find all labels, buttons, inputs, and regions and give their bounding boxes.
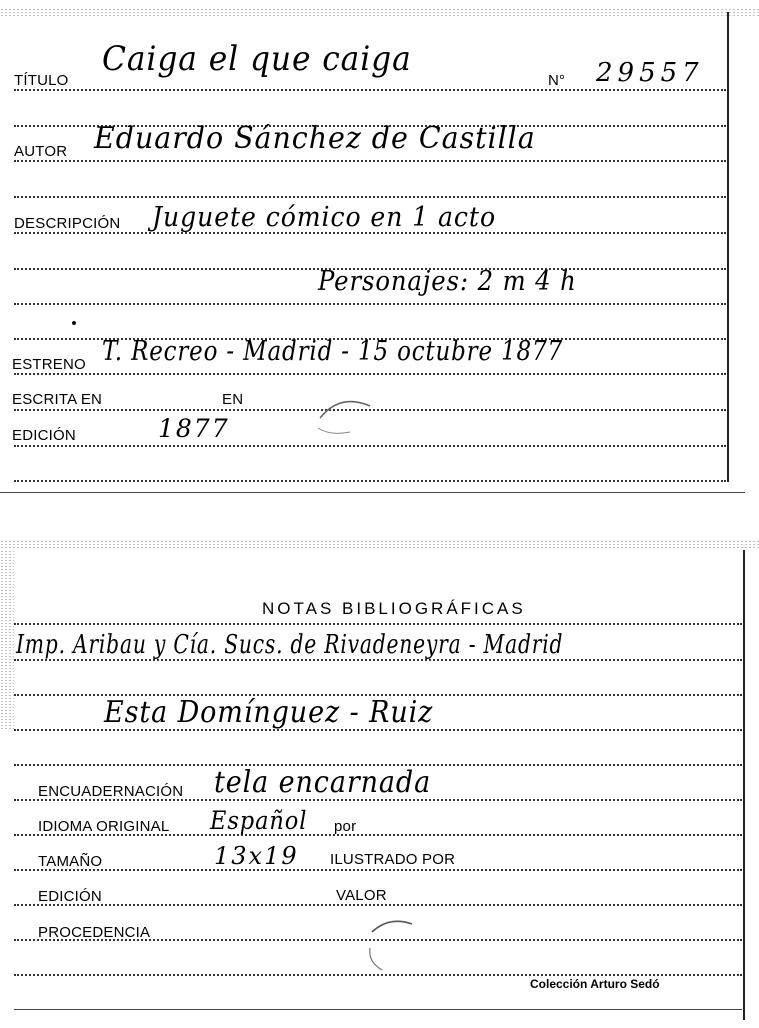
heading-notas-bibliograficas: NOTAS BIBLIOGRÁFICAS [262,599,526,618]
value-edicion: 1877 [158,414,230,443]
card-top-edge [0,8,759,18]
line-tamano [14,869,742,871]
line-estreno [14,373,726,375]
value-note-1: Imp. Aribau y Cía. Sucs. de Rivadeneyra - Madrid [16,630,564,660]
label-valor: VALOR [336,887,387,904]
faint-stamp-mark [364,914,424,974]
label-idioma-original: IDIOMA ORIGINAL [38,818,170,835]
card-bottom-edge [0,492,745,493]
line-edicion [14,904,742,906]
ruled-line [14,196,726,198]
value-note-2: Esta Domínguez - Ruiz [104,695,434,730]
label-en: EN [222,391,244,408]
ruled-line [14,974,742,976]
label-ilustrado-por: ILUSTRADO POR [330,851,456,868]
label-tamano: TAMAÑO [38,853,103,870]
label-numero: N° [548,72,566,89]
label-titulo: TÍTULO [14,72,69,89]
ink-dot [72,321,76,325]
card-bottom-line [14,1009,742,1010]
line-titulo [14,89,726,91]
value-tamano: 13x19 [214,842,299,870]
value-titulo: Caiga el que caiga [102,39,412,79]
card-left-edge [0,550,14,730]
line-personajes [14,303,726,305]
label-autor: AUTOR [14,143,68,160]
label-descripcion: DESCRIPCIÓN [14,215,121,232]
label-por: por [334,818,357,835]
label-escrita-en: ESCRITA EN [12,391,103,408]
value-estreno: T. Recreo - Madrid - 15 octubre 1877 [102,336,563,367]
label-edicion: EDICIÓN [38,888,102,905]
label-estreno: ESTRENO [12,356,86,373]
line-autor [14,160,726,162]
card-top-edge [0,540,759,550]
value-encuadernacion: tela encarnada [214,765,432,800]
value-numero: 29557 [596,58,704,88]
label-procedencia: PROCEDENCIA [38,924,151,941]
card-right-border [727,12,729,482]
line-edicion [14,445,726,447]
value-idioma-original: Español [210,806,308,835]
value-personajes: Personajes: 2 m 4 h [318,266,577,297]
label-edicion: EDICIÓN [12,427,76,444]
catalog-card-back [0,536,759,1028]
ruled-line [14,480,726,482]
card-right-border [743,550,745,1020]
catalog-card-front [0,0,759,496]
collection-credit: Colección Arturo Sedó [530,977,660,991]
ruled-line [14,623,742,625]
label-encuadernacion: ENCUADERNACIÓN [38,783,184,800]
value-autor: Eduardo Sánchez de Castilla [94,121,536,156]
value-descripcion: Juguete cómico en 1 acto [152,202,496,233]
faint-stamp-mark [310,388,380,438]
